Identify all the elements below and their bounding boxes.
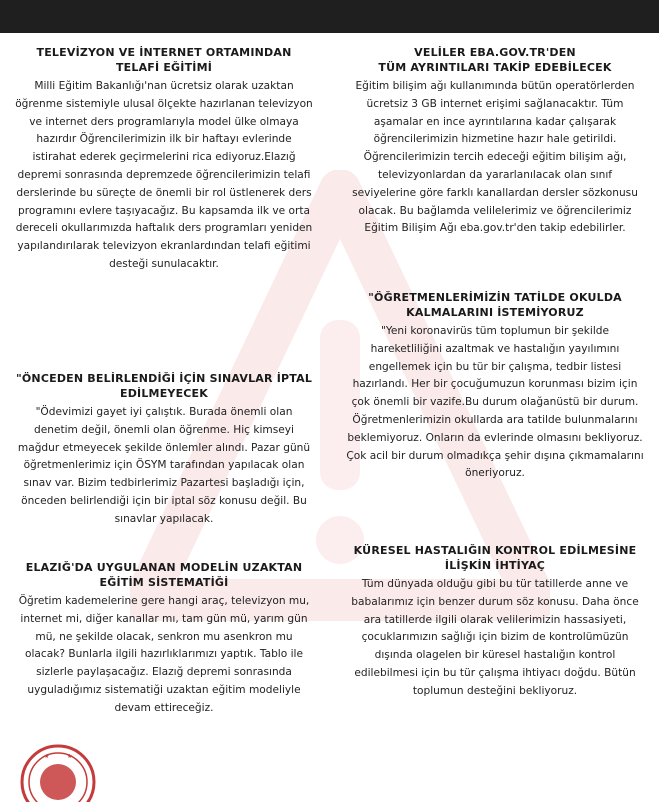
heading-line-2: EĞİTİM SİSTEMATİĞİ [99, 576, 229, 589]
section-heading [14, 371, 314, 401]
heading-line-1: ELAZIĞ'DA UYGULANAN MODELİN UZAKTAN [25, 561, 303, 574]
heading-line-2: KALMALARINI İSTEMİYORUZ [406, 306, 584, 319]
section-body: "Ödevimizi gayet iyi çalıştık. Burada önemli olan denetim değil, önemli olan öğrenme. Hiç kimseyi mağdur etmeyecek şekilde önlemler alındı. Pazar günü öğretmenlerimiz için ÖSYM tarafından yapılacak olan sınav var. Bizim tedbirlerimiz Pazartesi başladığı için, önceden belirlendiği için bir iptal söz konusu değil. Bu sınavlar yapılacak. [17, 406, 311, 525]
heading-line-2: İLİŞKİN İHTİYAÇ [444, 559, 546, 572]
section-exams [14, 371, 314, 529]
svg-text:★: ★ [67, 753, 73, 760]
heading-line-1: "ÖĞRETMENLERİMİZİN TATİLDE OKULDA [368, 291, 622, 304]
section-body: Tüm dünyada olduğu gibi bu tür tatillerde anne ve babalarımız için benzer durum söz konusu. Daha önce ara tatillerde ilgili olarak velilerimizin hassasiyeti, çocuklarımızın sağlığı için bizim de kontrolümüzün dışında olagelen bir küresel hastalığın kontrol edilebilmesi için bu tür çalışma ihtiyacı doğdu. Bütün toplumun desteğini bekliyoruz. [351, 578, 639, 697]
heading-line-1: TELEVİZYON VE İNTERNET ORTAMINDAN [36, 46, 292, 59]
heading-line-1: "ÖNCEDEN BELİRLENDİĞİ İÇİN SINAVLAR İPTAL [15, 372, 313, 385]
heading-line-2: TELAFİ EĞİTİMİ [115, 61, 213, 74]
section-body: "Yeni koronavirüs tüm toplumun bir şekilde hareketliliğini azaltmak ve hastalığın yayılımını engellemek için bu tür bir çalışma, tedbir listesi hazırlandı. Her bir çocuğumuzun korunması bizim için çok önemli bir vazife.Bu durum olağanüstü bir durum. Öğretmenlerimizin okullarda ara tatilde bulunmalarını beklemiyoruz. Onların da evlerinde olmasını bekliyoruz. Çok acil bir durum olmadıkça şehir dışına çıkmamalarını öneriyoruz. [346, 325, 644, 480]
section-global-disease [345, 543, 645, 701]
section-elazig-model [14, 560, 314, 718]
heading-line-2: TÜM AYRINTILARI TAKİP EDEBİLECEK [378, 61, 612, 74]
section-teachers-holiday [345, 290, 645, 483]
section-heading [14, 45, 314, 75]
section-tv-internet [14, 45, 314, 274]
section-body: Öğretim kademelerine gere hangi araç, televizyon mu, internet mi, diğer kanallar mı, tam gün mü, yarım gün mü, ne şekilde olacak, senkron mu asenkron mu olacak? Bunlarla ilgili hazırlıklarımızı yaptık. Tablo ile sizlerle paylaşacağız. Elazığ depremi sonrasında uyguladığımız sistematiği uzaktan eğitim modeliyle devam ettireceğiz. [18, 595, 310, 714]
section-body: Eğitim bilişim ağı kullanımında bütün operatörlerden ücretsiz 3 GB internet erişimi sağlanacaktır. Tüm aşamalar en ince ayrıntılarına kadar çalışarak öğrencilerimizin hizmetine hazır hale getirildi. Öğrencilerimizin tercih edeceği eğitim bilişim ağı, televizyonlardan da yararlanılacak olan sınıf seviyelerine göre farklı kanallardan dersler sözkonusu olacak. Bu bağlamda velilelerimiz ve öğrencilerimiz Eğitim Bilişim Ağı eba.gov.tr'den takip edebilirler. [352, 80, 638, 235]
heading-line-1: VELİLER EBA.GOV.TR'DEN [414, 46, 576, 59]
top-dark-bar [0, 0, 659, 33]
section-heading [345, 45, 645, 75]
section-body: Milli Eğitim Bakanlığı'nan ücretsiz olarak uzaktan öğrenme sistemiyle ulusal ölçekte hazırlanan televizyon ve internet ders programlarıyla model ülke olmaya hazırdır Öğrencilerimizin ilk bir haftayı evlerinde istirahat ederek geçirmelerini rica ediyoruz.Elazığ depremi sonrasında depremzede öğrencilerimizin telafi derslerinde bu süreçte de önemli bir rol üstlenerek ders programını evlere taşıyacağız. Bu kapsamda ilk ve orta dereceli okullarımızda haftalık ders programları yeniden yapılandırılarak televizyon ekranlardından telafi eğitimi desteği sunulacaktır. [15, 80, 313, 270]
section-heading [14, 560, 314, 590]
svg-text:★: ★ [44, 753, 50, 760]
section-parents-eba [345, 45, 645, 238]
section-heading [345, 543, 645, 573]
heading-line-2: EDİLMEYECEK [120, 387, 208, 400]
ministry-seal-logo [18, 742, 98, 802]
heading-line-1: KÜRESEL HASTALIĞIN KONTROL EDİLMESİNE [353, 544, 637, 557]
section-heading [345, 290, 645, 320]
